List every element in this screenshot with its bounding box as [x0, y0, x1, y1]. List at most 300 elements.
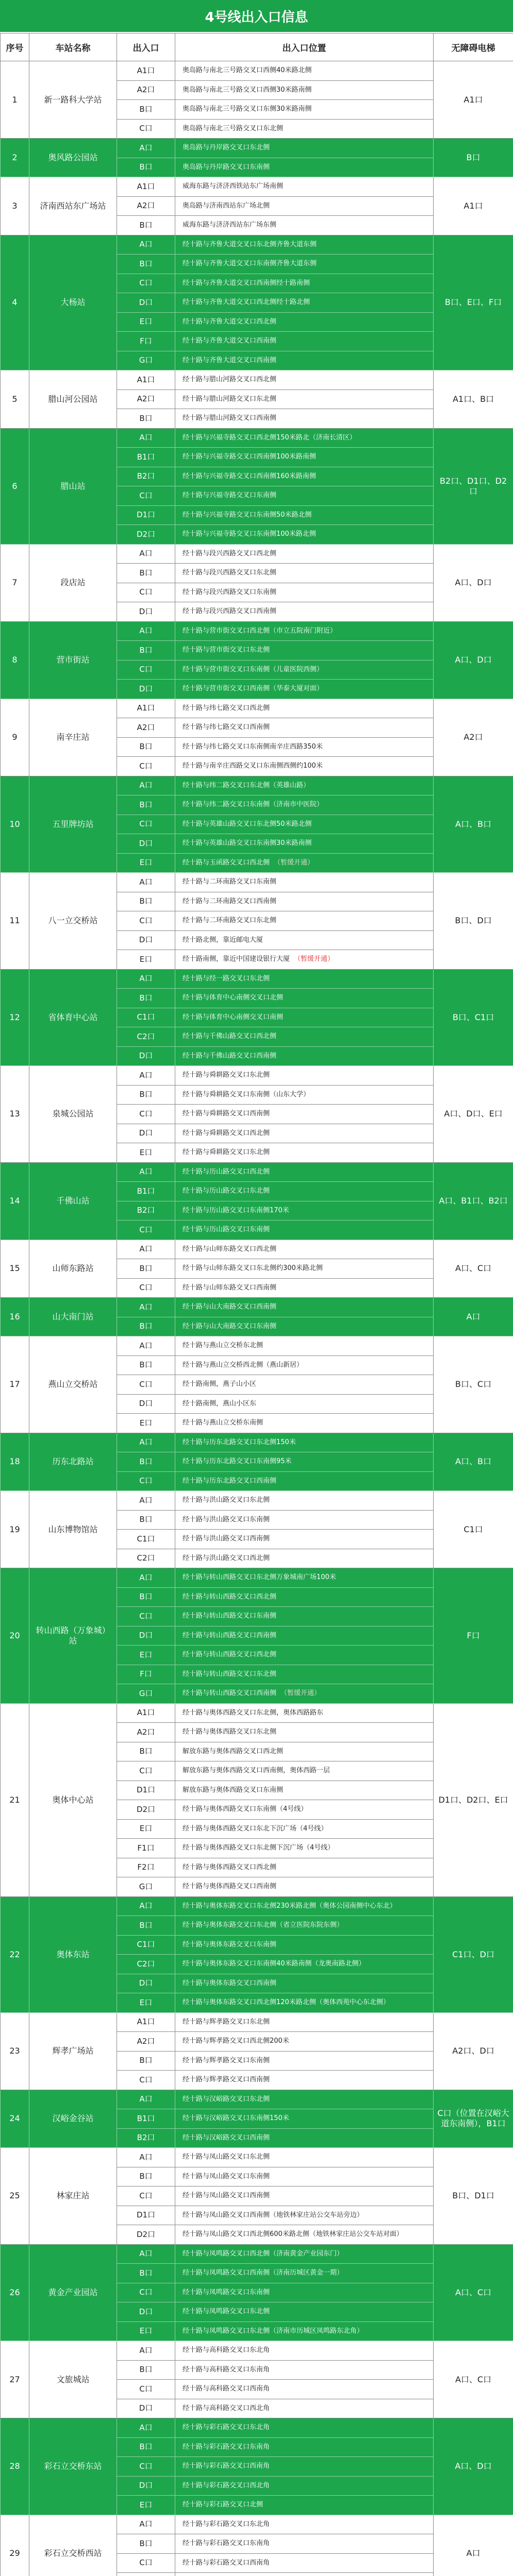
table-row — [1, 1433, 513, 1452]
exit-location-text: 经十路与纬七路交叉口西北侧 — [183, 704, 270, 712]
exit-location-text: 奥岛路与丹岸路交叉口东北侧 — [183, 144, 270, 152]
exit-location — [175, 1800, 434, 1820]
exit-location-text: 解放东路与奥体西路交叉口西南侧，奥体西路一层 — [183, 1767, 330, 1775]
exit-location — [175, 1221, 434, 1240]
header-exit: 出入口 — [117, 33, 175, 61]
accessible-elevator: A口 — [434, 2515, 513, 2576]
exit-location — [175, 1510, 434, 1530]
exit-location — [175, 1916, 434, 1936]
table-row — [1, 2515, 513, 2534]
header-location: 出入口位置 — [175, 33, 434, 61]
exit-location-text: 经十路与千佛山路交叉口西南侧 — [183, 1052, 277, 1060]
exit-location — [175, 2051, 434, 2071]
table-row — [1, 370, 513, 390]
exit-code: B口 — [117, 1916, 175, 1936]
exit-location-text: 经十路与奥体东路交叉口西北侧120米路北侧（奥体西苑中心东北侧） — [183, 1998, 390, 2007]
exit-location-text: 经十路与纬七路交叉口西南侧 — [183, 723, 270, 732]
station-name: 大杨站 — [29, 235, 117, 370]
exit-code: D口 — [117, 293, 175, 313]
station-name: 段店站 — [29, 544, 117, 621]
station-number: 11 — [1, 873, 29, 970]
exit-location — [175, 196, 434, 216]
station-number: 16 — [1, 1298, 29, 1336]
exit-location-text: 经十路与燕山立交桥西北侧（燕山新居） — [183, 1361, 304, 1369]
exit-location — [175, 158, 434, 177]
table-row — [1, 621, 513, 641]
exit-code: C1口 — [117, 1530, 175, 1549]
exit-location — [175, 2476, 434, 2496]
exit-location-text: 经十路与彩石路交叉口东南角 — [183, 2443, 270, 2451]
exit-location — [175, 1781, 434, 1800]
exit-code: B口 — [117, 2167, 175, 2187]
exit-location-text: 经十路与洪山路交叉口东北侧 — [183, 1496, 270, 1504]
exit-location — [175, 525, 434, 545]
exit-location — [175, 505, 434, 525]
exit-code: B1口 — [117, 1182, 175, 1201]
exit-code: E口 — [117, 2321, 175, 2341]
exit-location — [175, 2167, 434, 2187]
exit-location-text: 经十路与洪山路交叉口西南侧 — [183, 1535, 270, 1543]
exit-code: A1口 — [117, 1703, 175, 1723]
exit-code: E口 — [117, 312, 175, 332]
exit-location — [175, 1955, 434, 1974]
exit-location-text: 奥岛路与南北三号路交叉口东侧30米路南侧 — [183, 105, 312, 113]
exit-location — [175, 2360, 434, 2380]
exit-location-text: 经十路与凤山路交叉口西南侧 — [183, 2192, 270, 2200]
exit-location — [175, 1414, 434, 1433]
header-station: 车站名称 — [29, 33, 117, 61]
exit-code: C口 — [117, 1607, 175, 1626]
exit-code: B口 — [117, 564, 175, 583]
table-row — [1, 2244, 513, 2264]
exit-code: B口 — [117, 641, 175, 660]
exit-location-text: 经十路南侧，燕子山小区 — [183, 1380, 257, 1388]
exit-location — [175, 950, 434, 970]
station-name: 南辛庄站 — [29, 699, 117, 776]
exit-location — [175, 1471, 434, 1491]
table-row — [1, 776, 513, 795]
exit-location — [175, 1993, 434, 2013]
exit-code: B口 — [117, 737, 175, 757]
exit-location-text: 经十路与兴福寺路交叉口西南侧100米路南侧 — [183, 453, 316, 461]
exit-location — [175, 2225, 434, 2245]
exit-location — [175, 2032, 434, 2052]
exit-location — [175, 2148, 434, 2167]
exit-location — [175, 1646, 434, 1665]
exit-code: D2口 — [117, 525, 175, 545]
deferred-note: （暂缓开通） — [274, 858, 315, 867]
exit-location-text: 经十路与历山路交叉口东南侧170米 — [183, 1206, 289, 1214]
exit-code: B口 — [117, 158, 175, 177]
exit-location — [175, 1240, 434, 1259]
exit-location-text: 经十路与齐鲁大道交叉口西南侧 — [183, 337, 277, 345]
exit-code: C2口 — [117, 1549, 175, 1568]
exit-code: A口 — [117, 776, 175, 795]
exit-code: A口 — [117, 1491, 175, 1511]
exit-location-text: 经十路与洪山路交叉口西北侧 — [183, 1554, 270, 1562]
exit-location-text: 经十路与历东北路交叉口西南侧 — [183, 1477, 277, 1485]
exit-code: B2口 — [117, 1201, 175, 1221]
exit-location-text: 经十路与腊山河路交叉口西南侧 — [183, 414, 277, 422]
exit-location-text: 经十路与辉孝路交叉口西南侧 — [183, 2076, 270, 2084]
exit-code: B口 — [117, 1317, 175, 1336]
exit-code: D口 — [117, 1626, 175, 1646]
station-name: 奥体东站 — [29, 1896, 117, 2012]
exit-location-text: 经十路与奥体西路交叉口东北侧，奥体西路路东 — [183, 1708, 324, 1717]
exit-code: B口 — [117, 892, 175, 911]
header-elevator: 无障碍电梯 — [434, 33, 513, 61]
exit-location-text: 经十路与舜耕路交叉口西北侧 — [183, 1129, 270, 1137]
exit-location — [175, 255, 434, 274]
exit-code: D2口 — [117, 2225, 175, 2245]
exit-location — [175, 312, 434, 332]
exit-code: B口 — [117, 1085, 175, 1105]
station-name: 山大南门站 — [29, 1298, 117, 1336]
exit-location — [175, 1587, 434, 1607]
station-number: 19 — [1, 1491, 29, 1568]
exit-location — [175, 448, 434, 467]
exit-location-text: 经十路与奥体西路交叉口西北侧 — [183, 1863, 277, 1871]
station-name: 黄金产业园站 — [29, 2244, 117, 2341]
exit-location-text: 经十路与彩石路交叉口东南角 — [183, 2539, 270, 2548]
exit-location — [175, 2321, 434, 2341]
exit-code: A口 — [117, 1162, 175, 1182]
exit-location — [175, 2012, 434, 2032]
exit-location — [175, 641, 434, 660]
exit-code: A口 — [117, 621, 175, 641]
exit-location — [175, 1858, 434, 1877]
table-row — [1, 235, 513, 255]
exit-location-text: 威海东路与济济西铁站东广场南侧 — [183, 182, 284, 191]
exit-location-text: 经十路与洪山路交叉口东南侧 — [183, 1515, 270, 1523]
table-row — [1, 1896, 513, 1916]
accessible-elevator: A1口、B口 — [434, 370, 513, 429]
exit-location — [175, 1877, 434, 1897]
exit-location-text: 经十路与转山西路交叉口西南侧 — [183, 1689, 277, 1698]
station-name: 营市街站 — [29, 621, 117, 699]
station-number: 10 — [1, 776, 29, 873]
exit-code: A口 — [117, 2341, 175, 2361]
exit-location — [175, 2302, 434, 2322]
exit-location — [175, 486, 434, 506]
exit-location — [175, 119, 434, 139]
accessible-elevator: B2口、D1口、D2口 — [434, 428, 513, 544]
table-row — [1, 177, 513, 197]
exit-location-text: 经十路与段兴西路交叉口东北侧 — [183, 569, 277, 577]
exit-location — [175, 1259, 434, 1279]
table-row — [1, 1568, 513, 1588]
exit-location-text: 经十路与齐鲁大道交叉口东南侧齐鲁大道东侧 — [183, 260, 317, 268]
exit-location — [175, 1046, 434, 1066]
exit-location-text: 经十路与奥体西路交叉口东南侧（4号线） — [183, 1805, 308, 1814]
exit-location-text: 经十路与营市街交叉口东南侧（儿童医院西侧） — [183, 665, 324, 673]
exit-location-text: 经十路与彩石路交叉口西北角 — [183, 2481, 270, 2489]
station-name: 腊山河公园站 — [29, 370, 117, 429]
exit-location — [175, 274, 434, 293]
exit-location-text: 经十路与玉函路交叉口西北侧 — [183, 858, 270, 867]
exit-location-text: 经十路与奥体东路交叉口西南侧 — [183, 1979, 277, 1987]
exit-location — [175, 2109, 434, 2129]
station-name: 山东博物馆站 — [29, 1491, 117, 1568]
accessible-elevator: A2口 — [434, 699, 513, 776]
station-name: 转山西路（万象城）站 — [29, 1568, 117, 1704]
accessible-elevator: B口、C口 — [434, 1336, 513, 1433]
exit-code: E口 — [117, 1646, 175, 1665]
exit-code: C口 — [117, 1375, 175, 1395]
exit-location-text: 经十路与纬七路交叉口东南侧南辛庄西路350米 — [183, 742, 323, 751]
exit-code: C口 — [117, 2283, 175, 2302]
exit-code: D口 — [117, 2302, 175, 2322]
exit-location — [175, 969, 434, 989]
exit-location-text: 经十路与凤山路交叉口东北侧 — [183, 2153, 270, 2161]
table-row — [1, 1240, 513, 1259]
exit-location-text: 经十路与奥体东路交叉口东北侧（省立医院东院东侧） — [183, 1921, 344, 1929]
exit-location-text: 经十路与齐鲁大道交叉口西南侧 — [183, 356, 277, 364]
accessible-elevator: A1口 — [434, 177, 513, 235]
exit-location — [175, 467, 434, 486]
exit-code: A口 — [117, 1896, 175, 1916]
exit-location-text: 经十路与凤鸣路交叉口东南侧 — [183, 2288, 270, 2296]
exit-location — [175, 1935, 434, 1955]
exit-code: A口 — [117, 2148, 175, 2167]
exit-code: D口 — [117, 1394, 175, 1414]
exit-location — [175, 80, 434, 100]
accessible-elevator: A口、B口 — [434, 1433, 513, 1491]
accessible-elevator: A口、D口 — [434, 2418, 513, 2515]
exit-location — [175, 989, 434, 1008]
accessible-elevator: A2口、D口 — [434, 2012, 513, 2090]
exit-location-text: 经十路与汉峪路交叉口东南侧150米 — [183, 2114, 289, 2123]
exit-location-text: 奥岛路与南北三号路交叉口东北侧 — [183, 124, 284, 132]
exit-location-text: 经十路与历东北路交叉口东北侧150米 — [183, 1438, 296, 1446]
station-name: 奥体中心站 — [29, 1703, 117, 1896]
table-row — [1, 2418, 513, 2438]
exit-code: A1口 — [117, 370, 175, 390]
exit-location-text: 经十路与辉孝路交叉口西北侧200米 — [183, 2037, 289, 2045]
exit-location — [175, 1182, 434, 1201]
exit-code: B口 — [117, 2534, 175, 2554]
exit-code: B口 — [117, 2264, 175, 2283]
exit-location — [175, 930, 434, 950]
exit-code: D口 — [117, 2399, 175, 2418]
exit-location — [175, 2128, 434, 2148]
exit-code: A1口 — [117, 699, 175, 718]
station-number: 24 — [1, 2090, 29, 2148]
exit-location — [175, 680, 434, 699]
exit-code: C口 — [117, 2071, 175, 2090]
accessible-elevator: A口、D口、E口 — [434, 1066, 513, 1163]
exit-code: B口 — [117, 255, 175, 274]
exit-location — [175, 2264, 434, 2283]
exit-code: D口 — [117, 834, 175, 854]
exit-code — [117, 2573, 175, 2576]
table-row — [1, 1298, 513, 1317]
exit-location — [175, 2187, 434, 2206]
station-number: 21 — [1, 1703, 29, 1896]
exit-location-text: 经十路与转山西路交叉口西北侧 — [183, 1592, 277, 1601]
station-number: 25 — [1, 2148, 29, 2245]
table-row — [1, 1162, 513, 1182]
exit-code: A2口 — [117, 389, 175, 409]
exit-location — [175, 389, 434, 409]
exit-code: B口 — [117, 2360, 175, 2380]
exit-code: B口 — [117, 216, 175, 235]
exit-location — [175, 1124, 434, 1143]
station-name: 奥风路公园站 — [29, 139, 117, 177]
exit-code: D2口 — [117, 1800, 175, 1820]
station-number: 29 — [1, 2515, 29, 2576]
station-number: 15 — [1, 1240, 29, 1298]
exit-location-text: 经十路与汉峪路交叉口东北侧 — [183, 2095, 270, 2103]
exit-location-text: 经十路与燕山立交桥东南侧 — [183, 1419, 263, 1427]
table-row — [1, 873, 513, 892]
exit-code: E口 — [117, 1993, 175, 2013]
exit-code: C口 — [117, 1471, 175, 1491]
exit-location — [175, 1085, 434, 1105]
exit-location — [175, 911, 434, 931]
exit-location-text: 经十路与齐鲁大道交叉口西南侧经十路南侧 — [183, 279, 310, 287]
station-number: 23 — [1, 2012, 29, 2090]
accessible-elevator: A口、D口 — [434, 621, 513, 699]
exit-location — [175, 1394, 434, 1414]
exit-code: A2口 — [117, 1723, 175, 1742]
exit-code: C口 — [117, 815, 175, 834]
exit-location — [175, 351, 434, 370]
exit-location-text: 经十路与凤鸣路交叉口东北侧 — [183, 2308, 270, 2316]
exit-location — [175, 1027, 434, 1047]
exit-location — [175, 1066, 434, 1086]
exit-location-text: 经十路与山师东路交叉口西北侧 — [183, 1245, 277, 1253]
station-name: 山师东路站 — [29, 1240, 117, 1298]
exit-code: E口 — [117, 1414, 175, 1433]
exit-code: G口 — [117, 351, 175, 370]
exit-location — [175, 1298, 434, 1317]
exit-location — [175, 2534, 434, 2554]
exit-location — [175, 1452, 434, 1472]
station-name: 泉城公园站 — [29, 1066, 117, 1163]
station-number: 28 — [1, 2418, 29, 2515]
exit-location — [175, 815, 434, 834]
exit-location-text: 经十路与奥体西路交叉口东北侧下沉广场（4号线） — [183, 1844, 335, 1852]
exit-location — [175, 2457, 434, 2477]
exit-location-text: 经十路与南辛庄西路交叉口东南侧西侧约100米 — [183, 762, 323, 770]
exit-location-text: 经十路与转山西路交叉口西北侧 — [183, 1651, 277, 1659]
exit-code: B口 — [117, 1587, 175, 1607]
exit-code: A口 — [117, 1433, 175, 1452]
table-row — [1, 1491, 513, 1511]
exit-location-text: 经十路与奥体西路交叉口东北侧 — [183, 1728, 277, 1736]
exit-location — [175, 2341, 434, 2361]
exit-code: C口 — [117, 660, 175, 680]
exit-code: D口 — [117, 1046, 175, 1066]
exit-location — [175, 737, 434, 757]
exit-location — [175, 1530, 434, 1549]
exit-location-text: 经十路与转山西路交叉口东南侧 — [183, 1612, 277, 1620]
exit-location — [175, 1105, 434, 1124]
exit-code: F2口 — [117, 1858, 175, 1877]
exit-code: A口 — [117, 139, 175, 158]
accessible-elevator: B口、C1口 — [434, 969, 513, 1066]
accessible-elevator: D1口、D2口、E口 — [434, 1703, 513, 1896]
exit-location — [175, 776, 434, 795]
table-row — [1, 2148, 513, 2167]
exit-location — [175, 1549, 434, 1568]
exit-location-text: 经十路与高科路交叉口西北角 — [183, 2404, 270, 2412]
exit-location — [175, 1278, 434, 1298]
exit-location — [175, 1336, 434, 1356]
accessible-elevator: C口（位置在汉峪大道东南侧），B1口 — [434, 2090, 513, 2148]
exit-code: C口 — [117, 2380, 175, 2399]
exit-location-text: 经十路与高科路交叉口东北角 — [183, 2346, 270, 2354]
exit-code: B口 — [117, 795, 175, 815]
exit-code: A1口 — [117, 61, 175, 81]
exit-location-text: 经十路与山师东路交叉口西南侧 — [183, 1283, 277, 1292]
exit-location — [175, 1433, 434, 1452]
exit-code: G口 — [117, 1684, 175, 1704]
exit-location — [175, 1626, 434, 1646]
exit-location — [175, 757, 434, 776]
exit-location — [175, 1491, 434, 1511]
exit-location-text: 经十路与山大南路交叉口西南侧 — [183, 1303, 277, 1311]
exit-location — [175, 216, 434, 235]
exit-code: C口 — [117, 1221, 175, 1240]
exit-location — [175, 235, 434, 255]
exit-code: A2口 — [117, 80, 175, 100]
exit-code: C2口 — [117, 1027, 175, 1047]
exit-location — [175, 602, 434, 622]
exit-location — [175, 1665, 434, 1684]
header-no: 序号 — [1, 33, 29, 61]
exit-location — [175, 660, 434, 680]
exit-location-text: 经十路与舜耕路交叉口东北侧 — [183, 1148, 270, 1157]
accessible-elevator: C1口、D口 — [434, 1896, 513, 2012]
exit-info-table — [0, 33, 513, 2576]
exit-location-text: 经十路与彩石路交叉口西南角 — [183, 2462, 270, 2470]
accessible-elevator: C1口 — [434, 1491, 513, 1568]
exit-location — [175, 1568, 434, 1588]
exit-code: E口 — [117, 950, 175, 970]
exit-location-text: 经十路与营市街交叉口西北侧（市立五院南门附近） — [183, 626, 337, 635]
exit-location — [175, 2380, 434, 2399]
exit-code: C口 — [117, 1105, 175, 1124]
table-row — [1, 139, 513, 158]
exit-location-text: 经十路与千佛山路交叉口西北侧 — [183, 1032, 277, 1041]
exit-location-text: 经十路与纬二路交叉口东南侧（济南市中医院） — [183, 801, 324, 809]
table-header-row — [1, 33, 513, 61]
exit-location-text: 经十路与燕山立交桥东北侧 — [183, 1342, 263, 1350]
exit-code: E口 — [117, 1143, 175, 1163]
table-row — [1, 1336, 513, 1356]
table-row — [1, 428, 513, 448]
exit-location — [175, 1162, 434, 1182]
exit-location-text: 经十路与奥体西路交叉口西南侧 — [183, 1883, 277, 1891]
station-name: 辉孝广场站 — [29, 2012, 117, 2090]
exit-location-text: 经十路与齐鲁大道交叉口东北侧齐鲁大道东侧 — [183, 240, 317, 248]
exit-location-text: 经十路与营市街交叉口西南侧（华泰大厦对面） — [183, 685, 324, 693]
exit-location-text: 经十路与兴福寺路交叉口西南侧160米路南侧 — [183, 472, 316, 480]
exit-code: C口 — [117, 911, 175, 931]
exit-code: B口 — [117, 2051, 175, 2071]
station-number: 17 — [1, 1336, 29, 1433]
station-number: 14 — [1, 1162, 29, 1240]
exit-location-text: 经十路与彩石路交叉口北侧 — [183, 2501, 263, 2509]
exit-location-text: 经十路与凤山路交叉口西南侧（地铁林家庄站公交车站旁边） — [183, 2211, 364, 2219]
exit-code: A口 — [117, 2090, 175, 2109]
exit-code: C口 — [117, 757, 175, 776]
exit-location-text: 经十路与腊山河路交叉口东北侧 — [183, 395, 277, 403]
station-name: 文旅城站 — [29, 2341, 117, 2418]
exit-location-text: 威海东路与济济西站东广场东侧 — [183, 221, 277, 229]
